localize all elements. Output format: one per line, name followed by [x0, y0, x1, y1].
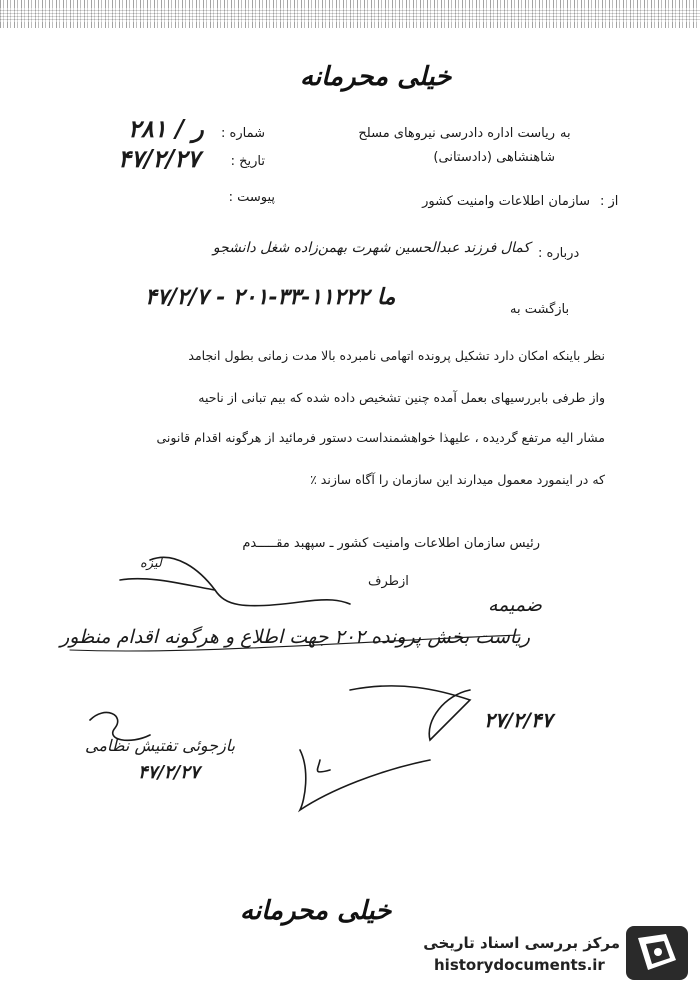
from-value: سازمان اطلاعات وامنیت کشور [422, 194, 590, 209]
reference-value: ۴۷/۲/۷ - ۲۰۱-۳۳-۱۱۲۲۲ ما [145, 284, 396, 310]
watermark-name: مرکز بررسی اسناد تاریخی [423, 934, 620, 952]
from-prefix: از : [600, 194, 619, 209]
word-lower: لیزه [140, 556, 162, 571]
left-note: بازجوئی تفتیش نظامی [85, 736, 236, 755]
word-right: ضمیمه [488, 594, 543, 616]
scan-noise-top-lines [0, 8, 700, 22]
subject-value: کمال فرزند عبدالحسین شهرت بهمن‌زاده شغل دانشجو [212, 240, 530, 256]
attachment-label: پیوست : [228, 190, 275, 205]
watermark-site: historydocuments.ir [434, 956, 605, 974]
referral-note: ریاست بخش پرونده ۲۰۲ جهت اطلاع و هرگونه اقدام منظور [60, 626, 530, 648]
body-line-4: که در اینمورد معمول میدارند این سازمان را آگاه سازند ٪ [310, 472, 605, 487]
archive-logo-icon [624, 924, 690, 982]
to-prefix: به [560, 126, 571, 141]
date-label: تاریخ : [230, 154, 265, 169]
signature-block: رئیس سازمان اطلاعات وامنیت کشور ـ سپهبد مقـــــدم [242, 536, 540, 551]
body-line-3: مشار الیه مرتفع گردیده ، علیهذا خواهشمنداست دستور فرمائید از هرگونه اقدام قانونی [156, 430, 605, 445]
left-note-date: ۴۷/۲/۲۷ [138, 762, 200, 783]
body-line-1: نظر باینکه امکان دارد تشکیل پرونده اتهامی نامبرده بالا مدت زمانی بطول انجامد [188, 348, 605, 363]
from-side-label: ازطرف [368, 574, 409, 589]
date-value: ۴۷/۲/۲۷ [118, 144, 200, 173]
note-date: ۲۷/۲/۴۷ [484, 708, 553, 732]
classification-title-bottom: خیلی محرمانه [240, 896, 392, 926]
classification-title-top: خیلی محرمانه [300, 62, 452, 92]
subject-label: درباره : [538, 246, 580, 261]
number-value: ۲۸۱ / ر [128, 114, 204, 143]
to-line-2: شاهنشاهی (دادستانی) [433, 150, 555, 165]
to-line-1: ریاست اداره دادرسی نیروهای مسلح [358, 126, 555, 141]
body-line-2: واز طرفی بابررسیهای بعمل آمده چنین تشخیص داده شده که بیم تبانی از ناحیه [198, 390, 605, 405]
reference-label: بازگشت به [510, 302, 570, 317]
number-label: شماره : [221, 126, 265, 141]
